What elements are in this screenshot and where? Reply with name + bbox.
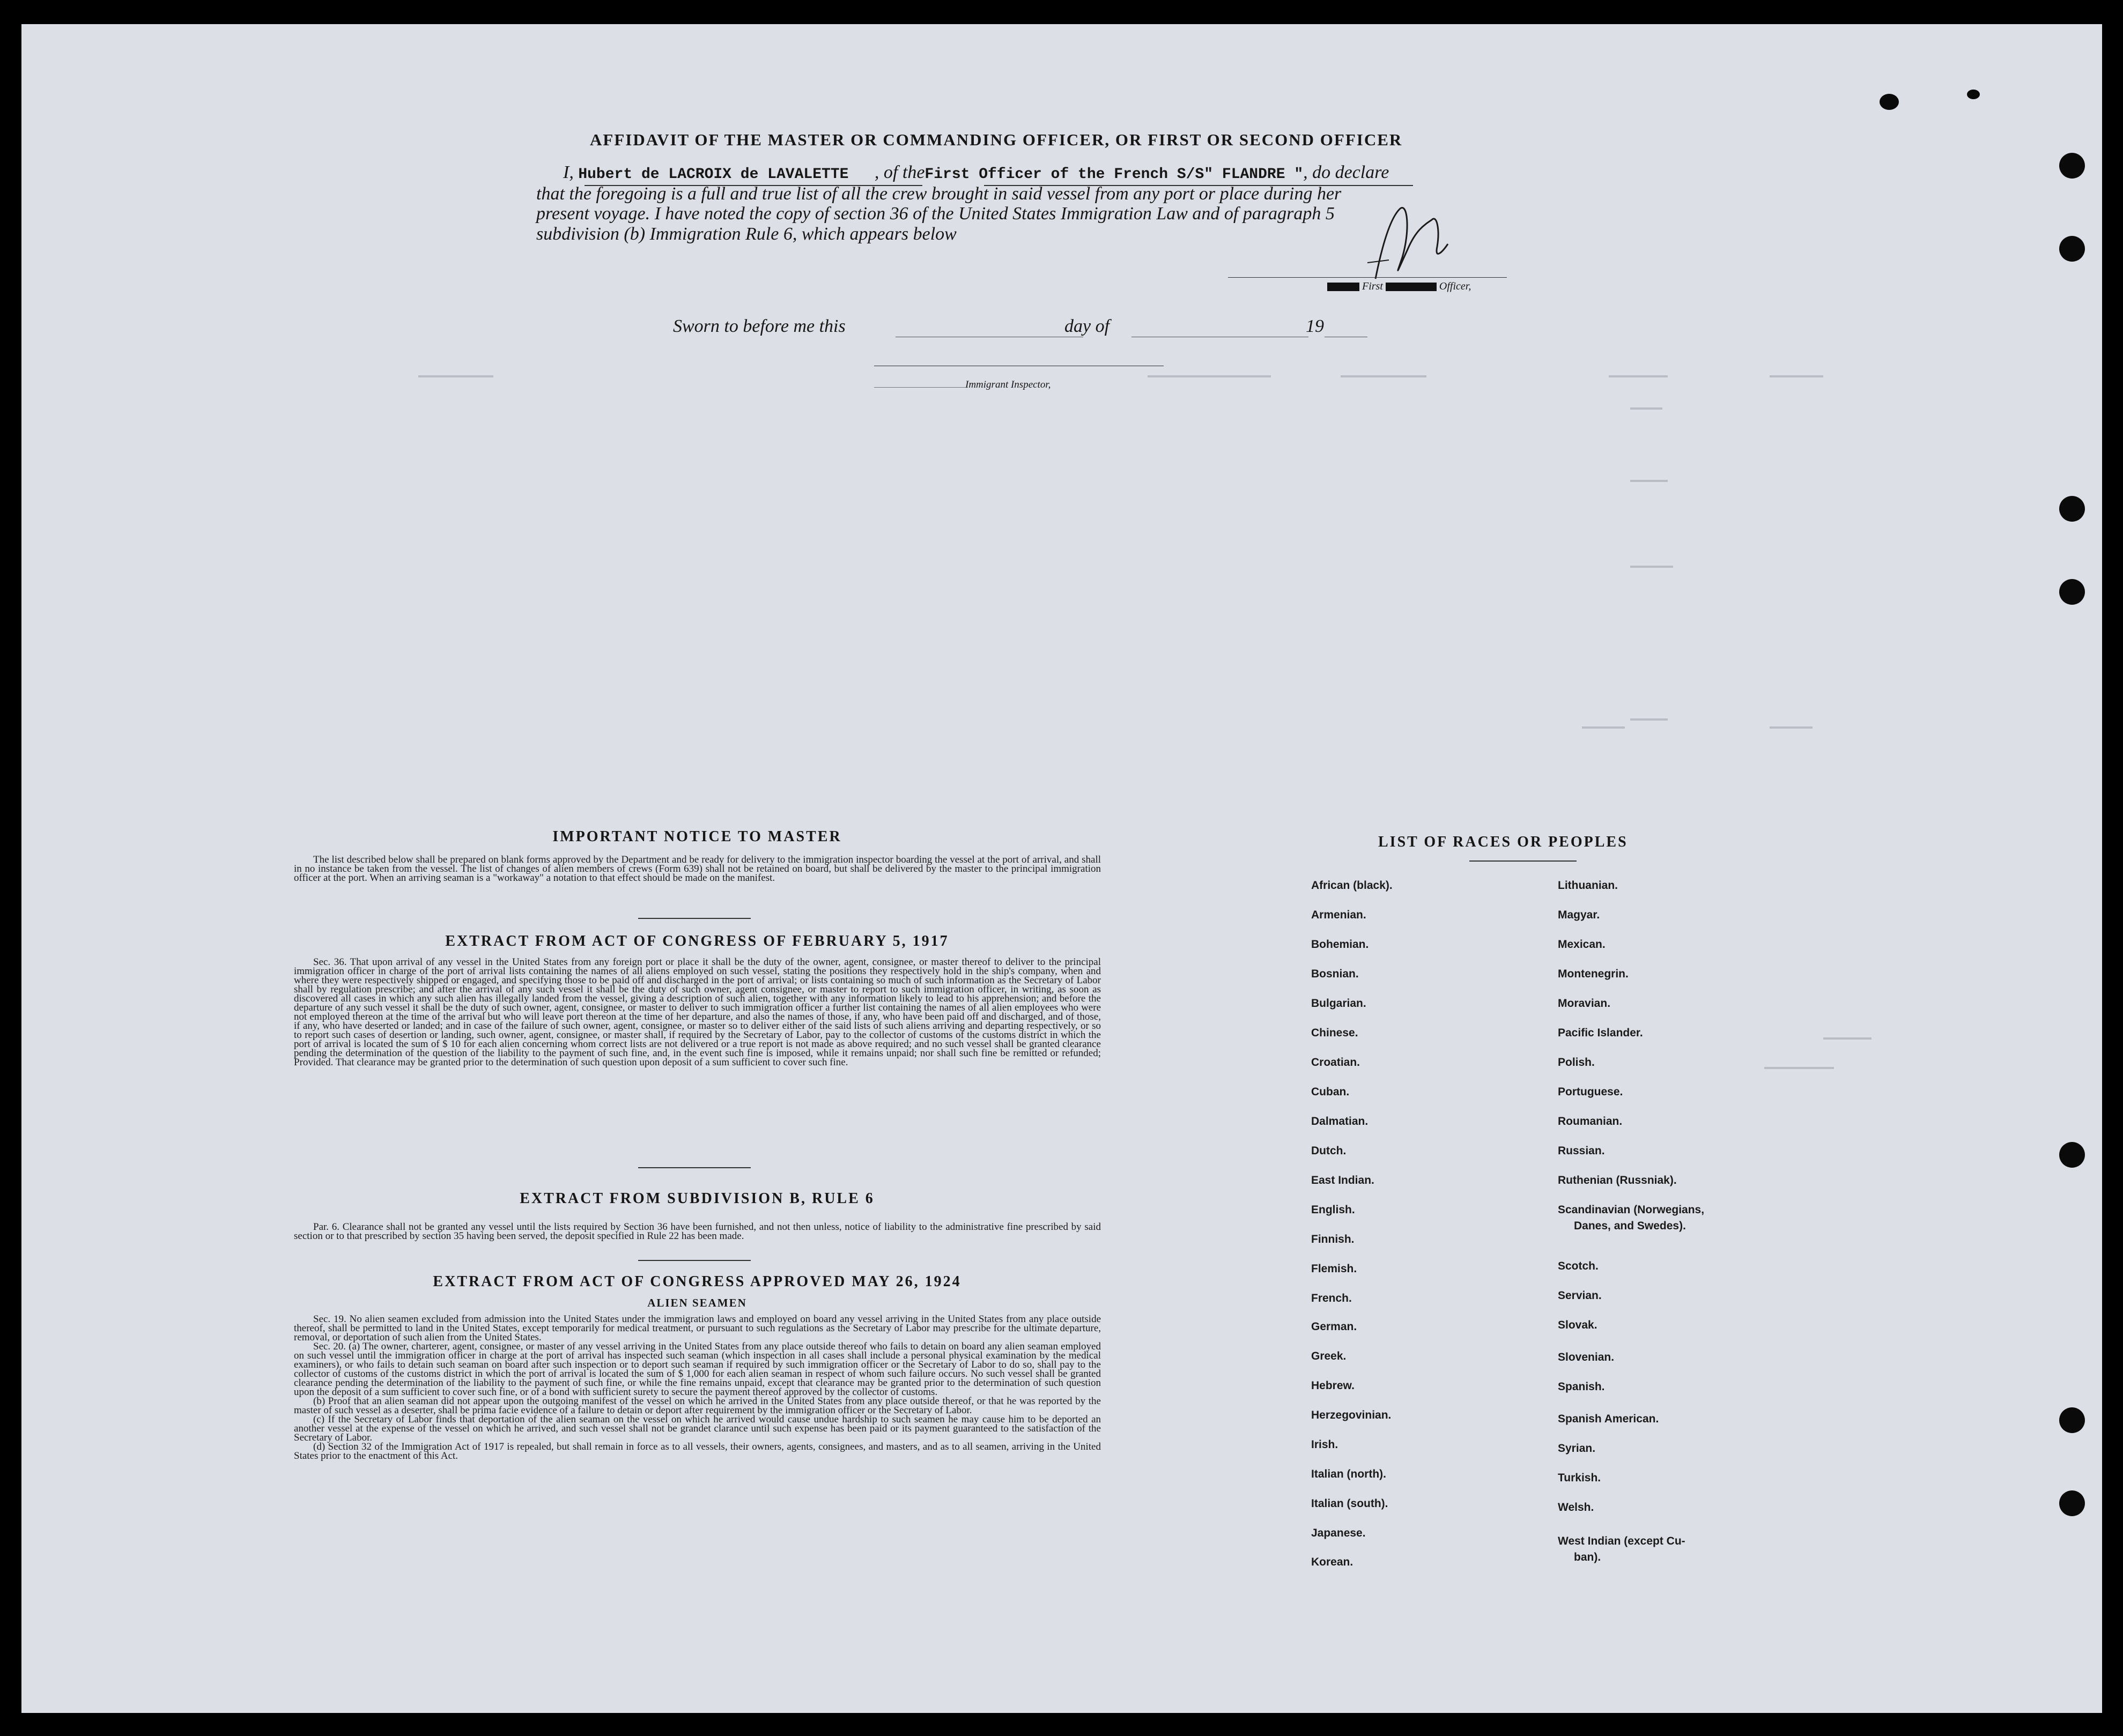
race-item: Welsh. bbox=[1558, 1501, 1594, 1514]
races-title: LIST OF RACES OR PEOPLES bbox=[1378, 834, 1628, 850]
affidavit-line-3: present voyage. I have noted the copy of section 36 of the United States Immigration Law and of paragraph 5 bbox=[536, 204, 1335, 224]
race-item: Flemish. bbox=[1311, 1263, 1357, 1275]
bleed-through-mark bbox=[1770, 375, 1823, 377]
race-item: Slovak. bbox=[1558, 1319, 1597, 1331]
bleed-through-mark bbox=[1582, 726, 1625, 729]
affidavit-declaration-line bbox=[563, 162, 1389, 183]
alien-seamen-subtitle: ALIEN SEAMEN bbox=[647, 1296, 747, 1309]
sworn-day-of: day of bbox=[1064, 316, 1110, 336]
race-item: Greek. bbox=[1311, 1350, 1347, 1362]
race-item: West Indian (except Cu- bbox=[1558, 1535, 1685, 1547]
notice-title: IMPORTANT NOTICE TO MASTER bbox=[552, 828, 842, 845]
affidavit-title: AFFIDAVIT OF THE MASTER OR COMMANDING OFFICER, OR FIRST OR SECOND OFFICER bbox=[590, 130, 1403, 149]
race-item: Italian (north). bbox=[1311, 1468, 1386, 1480]
ink-speck bbox=[1967, 90, 1980, 99]
inspector-dotted-line bbox=[874, 387, 965, 388]
extract-1924-body bbox=[294, 1315, 1101, 1460]
race-item: Spanish. bbox=[1558, 1381, 1605, 1393]
binder-hole bbox=[2059, 153, 2085, 179]
sworn-year: 19 bbox=[1306, 316, 1324, 336]
race-item: German. bbox=[1311, 1320, 1357, 1333]
race-item: English. bbox=[1311, 1204, 1355, 1216]
extract-1917-body bbox=[294, 958, 1101, 1067]
officer-signature bbox=[1357, 198, 1475, 290]
race-item: Moravian. bbox=[1558, 997, 1611, 1010]
race-item: East Indian. bbox=[1311, 1174, 1374, 1186]
race-item: Slovenian. bbox=[1558, 1351, 1615, 1363]
race-item: Croatian. bbox=[1311, 1056, 1360, 1069]
race-item: Hebrew. bbox=[1311, 1379, 1355, 1392]
notice-paragraph: The list described below shall be prepared on blank forms approved by the Department and be ready for delivery to the immigration inspector boarding the vessel at the port of arrival, and shall in no instance be taken from the vessel. The list of changes of alien members of crews (Form 639) shall not be retained on board, but shall be delivered by the master to the principal immigration officer at the port. When an arriving seaman is a "workaway" a notation to that effect should be made on the manifest. bbox=[294, 854, 1101, 884]
bleed-through-mark bbox=[1770, 726, 1813, 729]
races-title-underline bbox=[1469, 860, 1577, 862]
extract-1924-title: EXTRACT FROM ACT OF CONGRESS APPROVED MAY 26, 1924 bbox=[433, 1273, 961, 1290]
bleed-through-mark bbox=[1630, 407, 1662, 410]
race-item: Bohemian. bbox=[1311, 938, 1369, 951]
race-item: Finnish. bbox=[1311, 1233, 1355, 1245]
paragraph-6: Par. 6. Clearance shall not be granted any vessel until the lists required by Section 36 have been furnished, and not then unless, notice of liability to the administrative fine prescribed by said section or to that prescribed by section 35 having been served, the deposit specified in Rule 22 has been made. bbox=[294, 1221, 1101, 1242]
bleed-through-mark bbox=[1764, 1067, 1834, 1069]
extract-rule6-body bbox=[294, 1222, 1101, 1241]
binder-hole bbox=[2059, 579, 2085, 605]
affidavit-declare: , do declare bbox=[1303, 162, 1389, 182]
race-item: Chinese. bbox=[1311, 1027, 1358, 1039]
bleed-through-mark bbox=[1148, 375, 1271, 377]
section-36-paragraph: Sec. 36. That upon arrival of any vessel in the United States from any foreign port or place it shall be the duty of the owner, agent, consignee, or master thereof to deliver to the principal immigration officer in charge of the port of arrival lists containing the names of all aliens employed on such vessel, stating the positions they respectively hold in the ship's company, when and where they were respectively shipped or engaged, and specifying those to be paid off and discharged in the port of arrival; or lists containing so much of such information as the Secretary of Labor shall by regulation prescribe; and after the arrival of any such vessel it shall be the duty of such owner, agent consignee, or master to report to such immigration officer, in writing, as soon as discovered all cases in which any such alien has illegally landed from the vessel, giving a description of such alien, together with any information likely to lead to his apprehension; and before the departure of any such vessel it shall be the duty of such owner, agent, consignee, or master to deliver to such immigration officer a further list containing the names of all alien employees who were not employed thereon at the time of the arrival but who will leave port thereon at the time of her departure, and also the names of those, if any, who have been paid off and discharged, and of those, if any, who have deserted or landed; and in case of the failure of such owner, agent, consignee, or master so to deliver either of the said lists of such aliens arriving and departing respectively, or so to report such cases of desertion or landing, such owner, agent, consignee, or master shall, if required by the Secretary of Labor, pay to the collector of customs of the customs district in which the port of arrival is located the sum of $ 10 for each alien concerning whom correct lists are not delivered or a true report is not made as above required; and no such vessel shall be granted clearance pending the determination of the question of the liability to the payment of such fine, and, in the event such fine is imposed, while it remains unpaid; nor shall such fine be remitted or refunded; Provided. That clearance may be granted prior to the determination of such question upon deposit of a sum sufficient to cover such fine. bbox=[294, 956, 1101, 1068]
binder-hole bbox=[2059, 1407, 2085, 1433]
section-20d-paragraph: (d) Section 32 of the Immigration Act of 1917 is repealed, but shall remain in force as to all vessels, their owners, agents, consignees, and masters, and as to all seamen, arriving in the United States prior to the enactment of this Act. bbox=[294, 1441, 1101, 1461]
bleed-through-mark bbox=[1341, 375, 1426, 377]
race-item: Korean. bbox=[1311, 1556, 1353, 1568]
binder-hole bbox=[2059, 1490, 2085, 1516]
race-item: Bulgarian. bbox=[1311, 997, 1366, 1010]
race-item: Mexican. bbox=[1558, 938, 1606, 951]
race-item: Montenegrin. bbox=[1558, 968, 1629, 980]
officer-position-vessel: First Officer of the French S/S" FLANDRE " bbox=[924, 166, 1304, 183]
race-item: Roumanian. bbox=[1558, 1115, 1623, 1127]
affidavit-line-2: that the foregoing is a full and true list of all the crew brought in said vessel from any port or place during her bbox=[536, 184, 1342, 204]
race-item: Russian. bbox=[1558, 1145, 1605, 1157]
race-item: Scotch. bbox=[1558, 1260, 1599, 1272]
section-19-paragraph: Sec. 19. No alien seamen excluded from admission into the United States under the immigration laws and employed on board any vessel arriving in the United States from any place outside thereof, shall be permitted to land in the United States, except temporarily for medical treatment, or pursuant to such regulations as the Secretary of Labor may prescribe for the ultimate departure, removal, or deportation of such alien from the United States. bbox=[294, 1314, 1101, 1343]
extract-rule6-title: EXTRACT FROM SUBDIVISION B, RULE 6 bbox=[520, 1190, 875, 1207]
binder-hole bbox=[2059, 236, 2085, 262]
bleed-through-mark bbox=[418, 375, 493, 377]
bleed-through-mark bbox=[1823, 1037, 1872, 1040]
race-item: Dutch. bbox=[1311, 1145, 1347, 1157]
race-item: French. bbox=[1311, 1292, 1352, 1304]
race-item: Portuguese. bbox=[1558, 1086, 1623, 1098]
signature-line bbox=[1228, 277, 1507, 278]
signature-first: First bbox=[1362, 280, 1383, 292]
race-item: Servian. bbox=[1558, 1289, 1602, 1302]
race-item: Dalmatian. bbox=[1311, 1115, 1369, 1127]
affidavit-line-4: subdivision (b) Immigration Rule 6, which appears below bbox=[536, 224, 957, 244]
redaction-mark bbox=[1327, 283, 1359, 291]
race-item: Polish. bbox=[1558, 1056, 1595, 1069]
race-item: Japanese. bbox=[1311, 1527, 1366, 1539]
section-20c-paragraph: (c) If the Secretary of Labor finds that deportation of the alien seaman on the vessel on which he arrived would cause undue hardship to such seamen he may cause him to be deported an another vessel at the expense of the vessel on which he arrived, and such vessel shall not be grandet clarance until such expense has been paid or its payment guaranteed to the satisfaction of the Secretary of Labor. bbox=[294, 1414, 1101, 1443]
immigrant-inspector-label: Immigrant Inspector, bbox=[965, 379, 1051, 390]
race-item: Pacific Islander. bbox=[1558, 1027, 1643, 1039]
affidavit-prefix: I, bbox=[563, 162, 574, 182]
section-20a-paragraph: Sec. 20. (a) The owner, charterer, agent, consignee, or master of any vessel arriving in the United States from any place outside thereof who fails to detain on board any alien seaman employed on such vessel until the immigration officer in charge at the port of arrival has inspected such seaman (which inspection in all cases shall include a personal physical examination by the medical examiners), or who fails to detain such seaman on board after such inspection or to deport such seaman if required by such immigration officer or the Secretary of Labor to do so, shall pay to the collector of customs of the customs district in which the port of arrival is located the sum of $ 1,000 for each alien seaman in respect of whom such failure occurs. No such vessel shall be granted clearance pending the determination of the liability to the payment of such fine, or while the fine remains unpaid, except that clearance may be granted prior to the determination of such question upon the deposit of a sum sufficient to cover such fine, or of a bond with sufficient surety to secure the payment thereof approved by the collector of customs. bbox=[294, 1341, 1101, 1398]
binder-hole bbox=[2059, 496, 2085, 522]
race-item: Lithuanian. bbox=[1558, 879, 1618, 892]
redaction-mark bbox=[1386, 283, 1437, 291]
race-item: Turkish. bbox=[1558, 1472, 1601, 1484]
race-item: Danes, and Swedes). bbox=[1574, 1220, 1686, 1232]
notice-body bbox=[294, 855, 1101, 882]
officer-name: Hubert de LACROIX de LAVALETTE bbox=[578, 166, 849, 183]
section-divider bbox=[638, 1167, 751, 1168]
race-item: Spanish American. bbox=[1558, 1413, 1659, 1425]
signature-title bbox=[1327, 280, 1471, 293]
race-item: Herzegovinian. bbox=[1311, 1409, 1392, 1421]
extract-1917-title: EXTRACT FROM ACT OF CONGRESS OF FEBRUARY 5, 1917 bbox=[445, 933, 949, 949]
section-20b-paragraph: (b) Proof that an alien seaman did not appear upon the outgoing manifest of the vessel on which he arrived in the United States from any place outside thereof, or that he was reported by the master of such vessel as a deserter, shall be prima facie evidence of a failure to detain or deport after requirement by the immigration officer or the Secretary of Labor. bbox=[294, 1396, 1101, 1416]
race-item: Syrian. bbox=[1558, 1442, 1596, 1455]
race-item: Irish. bbox=[1311, 1438, 1338, 1451]
race-item: Scandinavian (Norwegians, bbox=[1558, 1204, 1705, 1216]
signature-officer: Officer, bbox=[1439, 280, 1471, 292]
affidavit-of: , of the bbox=[874, 162, 925, 182]
race-item: Cuban. bbox=[1311, 1086, 1350, 1098]
binder-hole bbox=[2059, 1142, 2085, 1168]
race-item: Bosnian. bbox=[1311, 968, 1359, 980]
race-item: Armenian. bbox=[1311, 909, 1366, 921]
document-page bbox=[21, 24, 2102, 1713]
race-item: ban). bbox=[1574, 1551, 1601, 1563]
bleed-through-mark bbox=[1630, 718, 1668, 721]
bleed-through-mark bbox=[1609, 375, 1668, 377]
race-item: Ruthenian (Russniak). bbox=[1558, 1174, 1677, 1186]
race-item: Magyar. bbox=[1558, 909, 1600, 921]
section-divider bbox=[638, 918, 751, 919]
bleed-through-mark bbox=[1630, 566, 1673, 568]
section-divider bbox=[638, 1260, 751, 1261]
race-item: Italian (south). bbox=[1311, 1497, 1388, 1510]
race-item: African (black). bbox=[1311, 879, 1393, 892]
sworn-text: Sworn to before me this bbox=[673, 316, 846, 336]
bleed-through-mark bbox=[1630, 480, 1668, 482]
ink-speck bbox=[1880, 94, 1899, 110]
